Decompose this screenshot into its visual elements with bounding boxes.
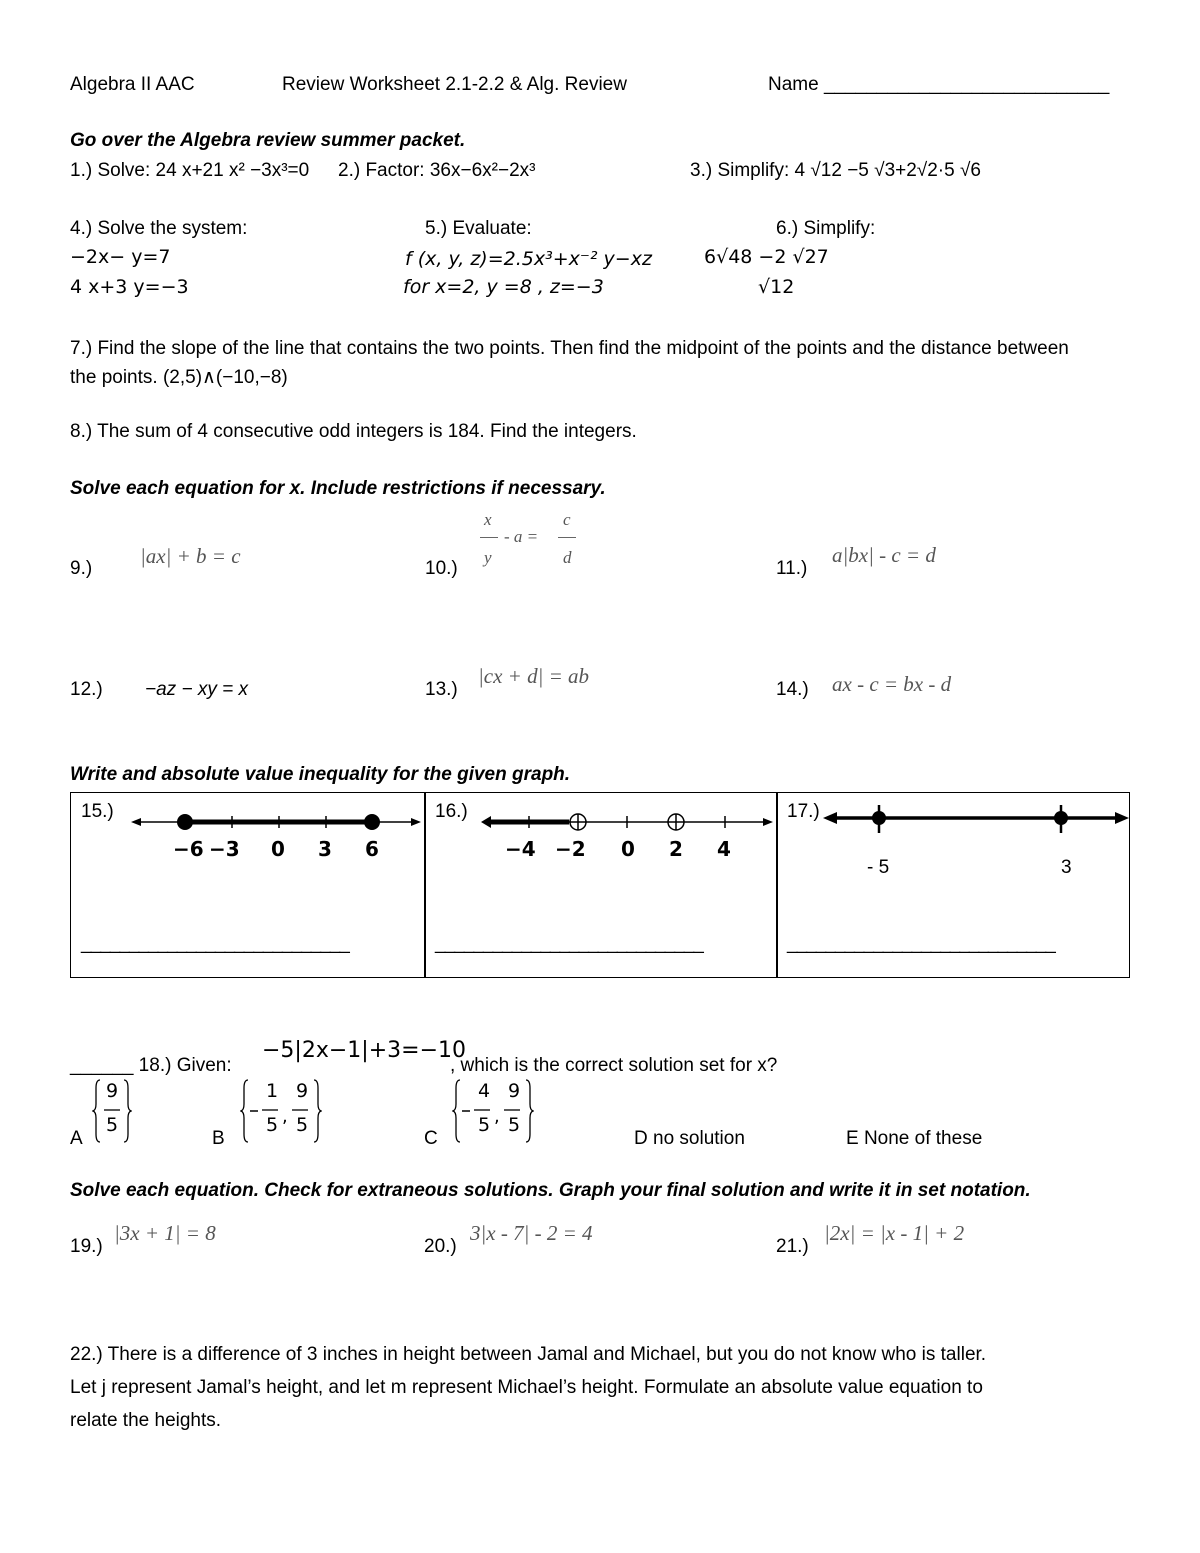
question-5-label: 5.) Evaluate: [425, 218, 532, 239]
choice-a-label[interactable]: A [70, 1128, 83, 1149]
graph-box-16 [424, 792, 778, 978]
question-2: 2.) Factor: 36x−6x²−2x³ [338, 160, 536, 181]
question-7: 7.) Find the slope of the line that contains the two points. Then find the midpoint of the points and the distance between the points. (2,5)∧(−10,−8) [70, 338, 1069, 388]
question-4-eq2: 4 x+3 y=−3 [70, 276, 189, 298]
number-line-17 [823, 801, 1129, 837]
question-6-denominator: √12 [758, 276, 795, 298]
question-19-equation: |3x + 1| = 8 [114, 1221, 216, 1245]
worksheet-title: Review Worksheet 2.1-2.2 & Alg. Review [282, 74, 627, 95]
graph-17-label: 17.) [787, 801, 820, 822]
question-22: 22.) There is a difference of 3 inches in height between Jamal and Michael, but you do not know who is taller. Let j represent Jamal’s height, and let m represent Michael’s height. Formulate an absolute value equation to relate the heights. [70, 1344, 987, 1431]
question-21-label: 21.) [776, 1236, 809, 1257]
question-1: 1.) Solve: 24 x+21 x² −3x³=0 [70, 160, 310, 181]
question-5-function: f (x, y, z)=2.5x³+x⁻² y−xz [405, 248, 652, 270]
answer-blank-15[interactable]: ____________________________ [81, 933, 349, 954]
choice-d[interactable]: D no solution [634, 1128, 745, 1149]
tick-label: 3 [318, 837, 332, 861]
question-5-values: for x=2, y =8 , z=−3 [403, 276, 604, 298]
tick-label: 0 [271, 837, 285, 861]
graph-box-15 [70, 792, 426, 978]
question-10-y: y [484, 548, 492, 567]
question-10-label: 10.) [425, 558, 458, 579]
choice-c-numerator-1: 4 [478, 1080, 491, 1102]
tick-label: −3 [209, 837, 240, 861]
choice-b-numerator-2: 9 [296, 1080, 309, 1102]
graph-16-label: 16.) [435, 801, 468, 822]
course-name: Algebra II AAC [70, 74, 195, 95]
choice-c-label[interactable]: C [424, 1128, 438, 1149]
choice-b-set [240, 1076, 322, 1146]
section-heading-graph-inequality: Write and absolute value inequality for the given graph. [70, 764, 571, 785]
question-4-eq1: −2x− y=7 [70, 246, 171, 268]
tick-label: 3 [1061, 857, 1072, 878]
graph-15-label: 15.) [81, 801, 114, 822]
graph-box-17 [776, 792, 1130, 978]
answer-blank-16[interactable]: ____________________________ [435, 933, 703, 954]
tick-label: 2 [669, 837, 683, 861]
question-3: 3.) Simplify: 4 √12 −5 √3+2√2·5 √6 [690, 160, 981, 181]
name-field[interactable]: Name ___________________________ [768, 74, 1110, 95]
question-12-label: 12.) [70, 679, 103, 700]
question-6-label: 6.) Simplify: [776, 218, 876, 239]
question-11-label: 11.) [776, 558, 808, 579]
choice-c-denominator-1: 5 [478, 1114, 491, 1136]
choice-b-label[interactable]: B [212, 1128, 225, 1149]
question-6-numerator: 6√48 −2 √27 [704, 246, 829, 268]
question-21-equation: |2x| = |x - 1| + 2 [824, 1221, 965, 1245]
question-19-label: 19.) [70, 1236, 103, 1257]
tick-label: 4 [717, 837, 731, 861]
tick-label: 6 [365, 837, 379, 861]
number-line-15 [131, 807, 421, 837]
tick-label: 0 [621, 837, 635, 861]
question-14-label: 14.) [776, 679, 809, 700]
question-10-d: d [563, 548, 572, 567]
question-9-label: 9.) [70, 558, 93, 579]
question-12-equation: −az − xy = x [145, 679, 248, 700]
tick-label: −6 [173, 837, 204, 861]
question-10-x: x [484, 510, 492, 529]
question-10-c: c [563, 510, 571, 529]
choice-b-denominator-2: 5 [296, 1114, 309, 1136]
number-line-16 [481, 807, 773, 837]
tick-label: −2 [555, 837, 586, 861]
fraction-bar [480, 537, 498, 538]
choice-a-denominator: 5 [106, 1114, 119, 1136]
svg-text:,: , [282, 1106, 288, 1127]
question-20-equation: 3|x - 7| - 2 = 4 [470, 1221, 593, 1245]
question-13-equation: |cx + d| = ab [478, 664, 590, 688]
choice-e[interactable]: E None of these [846, 1128, 983, 1149]
question-13-label: 13.) [425, 679, 458, 700]
question-11-equation: a|bx| - c = d [832, 543, 936, 567]
choice-b-denominator-1: 5 [266, 1114, 279, 1136]
section-heading-extraneous: Solve each equation. Check for extraneous solutions. Graph your final solution and write it in set notation. [70, 1180, 1031, 1201]
question-9-equation: |ax| + b = c [140, 544, 241, 568]
section-heading-solve-for-x: Solve each equation for x. Include restrictions if necessary. [70, 478, 606, 499]
question-4-label: 4.) Solve the system: [70, 218, 248, 239]
choice-c-numerator-2: 9 [508, 1080, 521, 1102]
tick-label: −4 [505, 837, 536, 861]
section-heading-summer-packet: Go over the Algebra review summer packet. [70, 130, 466, 151]
fraction-bar [558, 537, 576, 538]
tick-label: - 5 [867, 857, 890, 878]
question-20-label: 20.) [424, 1236, 457, 1257]
answer-blank-17[interactable]: ____________________________ [787, 933, 1055, 954]
choice-b-numerator-1: 1 [266, 1080, 279, 1102]
question-18-equation: −5|2x−1|+3=−10 [262, 1038, 466, 1063]
svg-text:,: , [494, 1106, 500, 1127]
question-8: 8.) The sum of 4 consecutive odd integers is 184. Find the integers. [70, 421, 637, 442]
question-14-equation: ax - c = bx - d [832, 672, 952, 696]
choice-c-set [452, 1076, 534, 1146]
choice-c-denominator-2: 5 [508, 1114, 521, 1136]
question-18-prefix: ______ 18.) Given: [70, 1055, 232, 1076]
question-10-middle: - a = [504, 527, 539, 546]
choice-a-numerator: 9 [106, 1080, 119, 1102]
question-18-suffix: , which is the correct solution set for x? [450, 1055, 778, 1076]
